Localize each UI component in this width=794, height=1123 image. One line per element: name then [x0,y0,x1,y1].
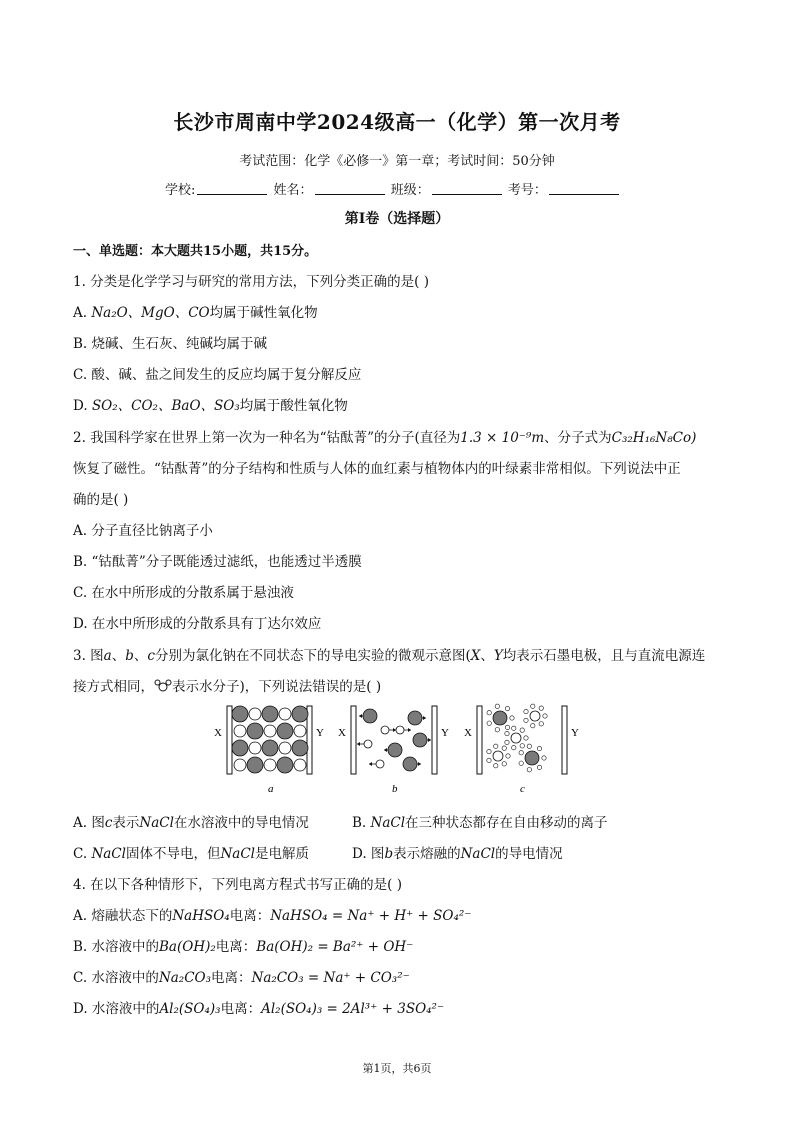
cl-ion [232,740,248,756]
water-molecule [531,704,535,708]
electrode-x-a [227,706,232,774]
hydrated-na-ion [530,711,540,721]
electrode-x-label-a: X [214,727,222,739]
na-ion [294,725,306,737]
water-molecule [505,731,509,735]
water-molecule [527,767,531,771]
cl-ion [262,740,278,756]
cl-ion [277,757,293,773]
q1-option-b: B. 烧碱、生石灰、纯碱均属于碱 [73,336,268,352]
water-molecule [520,744,524,748]
page-footer: 第1页，共6页 [362,1062,432,1075]
water-molecule [505,740,509,744]
water-molecule [495,727,499,731]
hydrated-cl-ion [493,711,507,725]
water-molecule [531,724,535,728]
name-label: 姓名： [273,183,313,198]
q3-option-d: D. 图b表示熔融的NaCl的导电情况 [352,846,563,862]
water-molecule [537,746,541,750]
q1-option-c: C. 酸、碱、盐之间发生的反应均属于复分解反应 [73,367,362,383]
q2-option-c: C. 在水中所形成的分散系属于悬浊液 [73,585,294,601]
q2-option-d: D. 在水中所形成的分散系具有丁达尔效应 [73,616,322,632]
arrow-head [384,748,387,752]
water-molecule [524,736,528,740]
cl-ion [403,757,417,771]
cl-ion [247,757,263,773]
water-molecule [524,709,528,713]
water-molecule [506,754,510,758]
na-ion [396,726,404,734]
na-ion [249,708,261,720]
na-ion [279,708,291,720]
water-molecule [510,716,514,720]
q3-stem-line1: 3. 图a、b、c分别为氯化钠在不同状态下的导电实验的微观示意图(X、Y均表示石墨电极，且与直流电源连 [73,648,706,664]
cl-ion [262,706,278,722]
electrode-x-b [351,706,356,774]
electrode-y-label-b: Y [441,727,449,739]
hydrated-ions [487,704,547,772]
arrow-head [423,716,426,720]
class-label: 班级： [390,183,430,198]
exam-number-label: 考号： [507,183,547,198]
panel-b-label: b [392,783,398,795]
na-ion [376,760,384,768]
water-molecule [519,761,523,765]
exam-title: 长沙市周南中学2024级高一（化学）第一次月考 [173,110,621,134]
q4-option-b: B. 水溶液中的Ba(OH)₂电离：Ba(OH)₂ = Ba²⁺ + OH⁻ [73,939,414,955]
q3-stem-line2: 接方式相同， 表示水分子)，下列说法错误的是( ) [73,679,382,695]
water-molecule-icon [154,679,172,693]
q2-stem-line1: 2. 我国科学家在世界上第一次为一种名为“钴酞菁”的分子(直径为1.3 × 10⁻⁹m、分子式为C₃₂H₁₆N₈Co) [73,430,697,446]
cl-ion [408,711,422,725]
hydrated-na-ion [493,751,503,761]
water-molecule [539,722,543,726]
water-molecule [543,714,547,718]
water-molecule [519,751,523,755]
water-molecule [505,706,509,710]
panel-b [338,706,449,795]
water-molecule [487,749,491,753]
na-ion [264,759,276,771]
water-molecule [524,718,528,722]
electrode-x-c [477,706,482,774]
water-molecule [512,726,516,730]
water-molecule [539,706,543,710]
q1-stem: 1. 分类是化学学习与研究的常用方法，下列分类正确的是( ) [73,274,429,290]
arrow-head [428,738,431,742]
class-blank [432,182,502,195]
electrode-x-label-c: X [464,727,472,739]
electrode-y-label-c: Y [571,727,579,739]
water-molecule [487,721,491,725]
electrode-x-label-b: X [338,727,346,739]
school-blank [197,182,267,195]
arrow-head [408,728,411,732]
panel-c [464,704,579,795]
q2-option-a: A. 分子直径比钠离子小 [73,523,213,539]
water-molecule [537,765,541,769]
electrode-y-b [432,706,437,774]
na-ion [264,725,276,737]
na-ion [249,742,261,754]
q2-option-b: B. “钴酞菁”分子既能透过滤纸，也能透过半透膜 [73,554,362,570]
water-molecule [505,725,509,729]
q4-option-d: D. 水溶液中的Al₂(SO₄)₃电离：Al₂(SO₄)₃ = 2Al³⁺ + 3SO₄²⁻ [73,1001,445,1017]
water-molecule [542,756,546,760]
panel-c-label: c [520,783,525,795]
school-label: 学校: [165,183,196,198]
q3-option-a: A. 图c表示NaCl在水溶液中的导电情况 [73,815,309,831]
q4-option-c: C. 水溶液中的Na₂CO₃电离：Na₂CO₃ = Na⁺ + CO₃²⁻ [73,970,410,986]
molten-ions [357,709,431,771]
q1-option-d: D. SO₂、CO₂、BaO、SO₃均属于酸性氧化物 [73,398,348,414]
hydrated-na-ion [511,733,521,743]
cl-ion [232,706,248,722]
nacl-lattice [232,706,308,773]
section-heading: 一、单选题：本大题共15小题，共15分。 [73,244,318,259]
na-ion [234,725,246,737]
cl-ion [388,743,402,757]
water-molecule [512,746,516,750]
water-molecule [527,744,531,748]
arrow-head [369,762,372,766]
arrow-head [359,714,362,718]
q3-option-c: C. NaCl固体不导电，但NaCl是电解质 [73,846,309,862]
na-ion [381,726,389,734]
student-info-line [165,179,621,198]
water-molecule [495,704,499,708]
electrode-y-label-a: Y [316,727,324,739]
cl-ion [363,709,377,723]
na-ion [279,742,291,754]
panel-a [214,706,324,795]
cl-ion [292,740,308,756]
na-ion [294,759,306,771]
q2-stem-line2: 恢复了磁性。“钴酞菁”的分子结构和性质与人体的血红素与植物体内的叶绿素非常相似。下列说法中正 [73,461,681,477]
water-molecule [502,746,506,750]
volume-heading: 第I卷（选择题） [344,211,450,227]
arrow-head [357,742,360,746]
arrow-head [418,762,421,766]
arrow-head [393,728,396,732]
na-ion [364,740,372,748]
q1-option-a: A. Na₂O、MgO、CO均属于碱性氧化物 [73,305,318,321]
hydrated-cl-ion [525,751,539,765]
water-molecule [494,744,498,748]
cl-ion [277,723,293,739]
water-molecule [487,758,491,762]
electrode-y-c [562,706,567,774]
water-molecule [502,762,506,766]
exam-number-blank [549,182,619,195]
na-ion [234,759,246,771]
water-molecule [520,728,524,732]
cl-ion [413,733,427,747]
nacl-conduction-figure [210,700,600,800]
water-molecule [494,764,498,768]
q4-stem: 4. 在以下各种情形下，下列电离方程式书写正确的是( ) [73,877,402,893]
water-molecule [487,711,491,715]
panel-a-label: a [268,783,274,795]
q3-option-b: B. NaCl在三种状态都存在自由移动的离子 [352,815,608,831]
cl-ion [292,706,308,722]
q2-stem-line3: 确的是( ) [73,492,129,508]
exam-subtitle: 考试范围：化学《必修一》第一章；考试时间：50分钟 [239,154,555,169]
name-blank [315,182,385,195]
cl-ion [247,723,263,739]
q4-option-a: A. 熔融状态下的NaHSO₄电离：NaHSO₄ = Na⁺ + H⁺ + SO₄²⁻ [73,908,472,924]
